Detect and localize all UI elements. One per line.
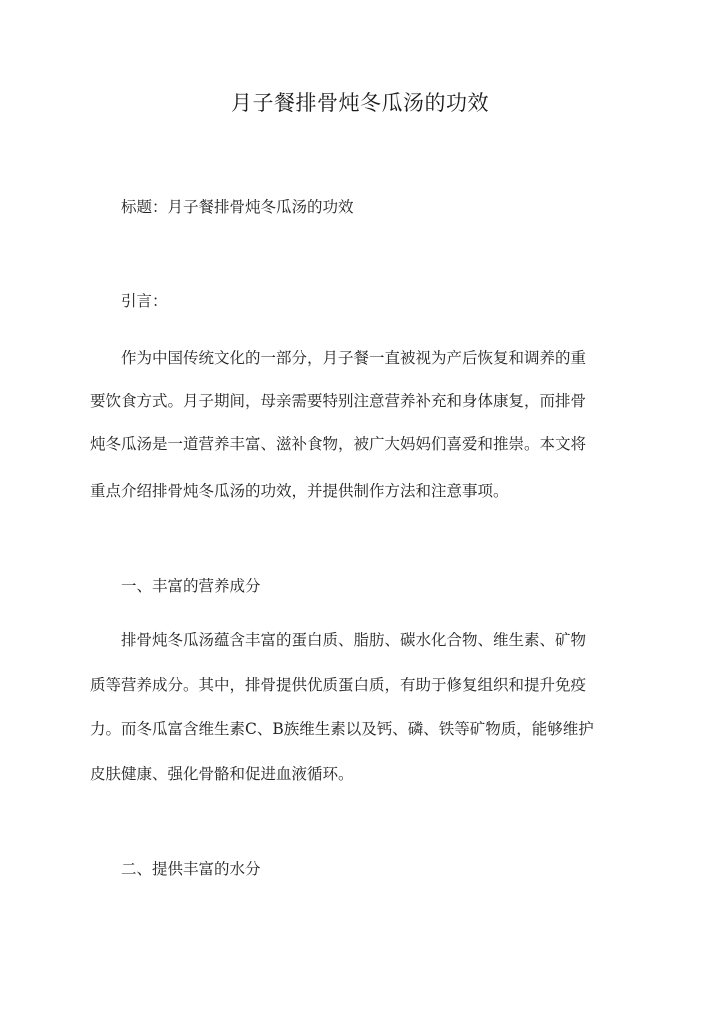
intro-line: 作为中国传统文化的一部分，月子餐一直被视为产后恢复和调养的重 xyxy=(121,349,587,367)
section-body-line: 力。而冬瓜富含维生素C、B族维生素以及钙、磷、铁等矿物质，能够维护 xyxy=(90,720,594,738)
intro-line: 炖冬瓜汤是一道营养丰富、滋补食物，被广大妈妈们喜爱和推崇。本文将 xyxy=(90,435,587,453)
intro-line: 要饮食方式。月子期间，母亲需要特别注意营养补充和身体康复，而排骨 xyxy=(90,392,587,410)
section-body-line: 质等营养成分。其中，排骨提供优质蛋白质，有助于修复组织和提升免疫 xyxy=(90,676,587,694)
intro-heading: 引言： xyxy=(121,292,168,310)
section-body-line: 排骨炖冬瓜汤蕴含丰富的蛋白质、脂肪、碳水化合物、维生素、矿物 xyxy=(121,631,587,649)
document-title: 月子餐排骨炖冬瓜汤的功效 xyxy=(231,91,489,115)
section-heading-nutrition: 一、丰富的营养成分 xyxy=(121,577,261,595)
title-label-line: 标题：月子餐排骨炖冬瓜汤的功效 xyxy=(121,198,354,216)
intro-line: 重点介绍排骨炖冬瓜汤的功效，并提供制作方法和注意事项。 xyxy=(90,482,509,500)
section-body-line: 皮肤健康、强化骨骼和促进血液循环。 xyxy=(90,765,354,783)
section-heading-water: 二、提供丰富的水分 xyxy=(121,860,261,878)
